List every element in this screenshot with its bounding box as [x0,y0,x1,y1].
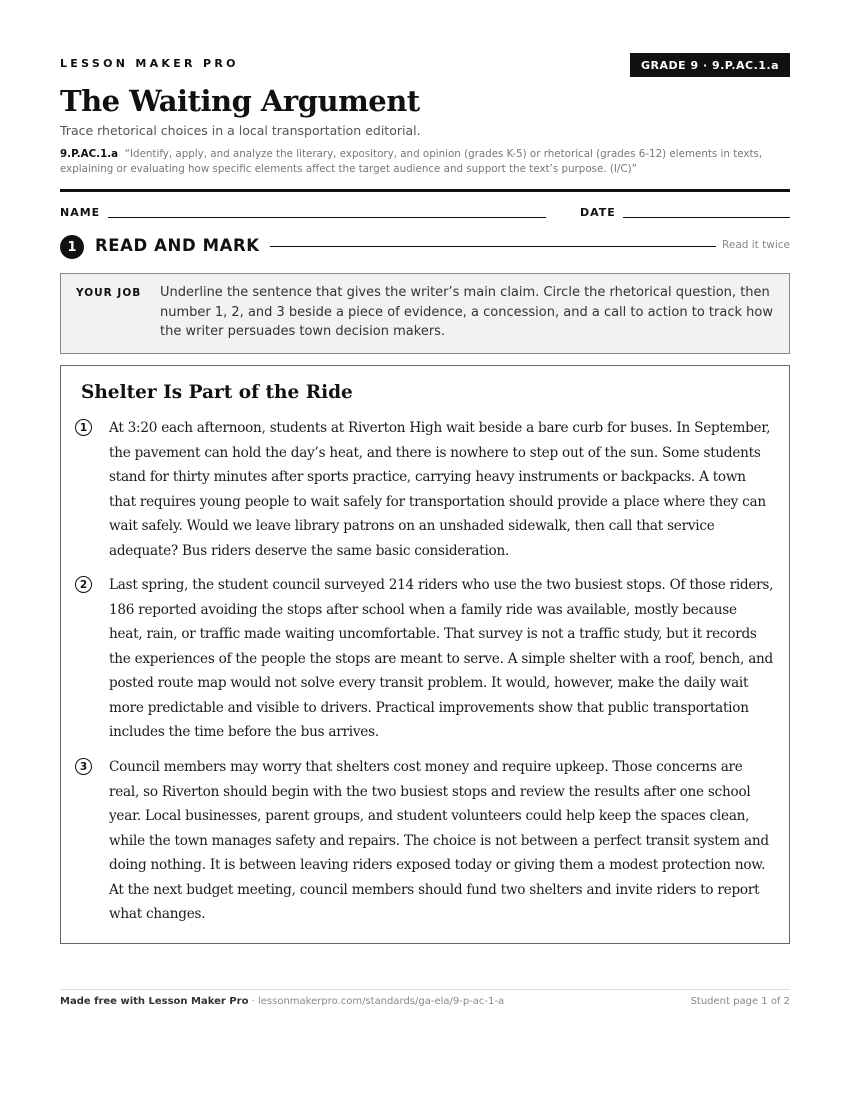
page-indicator: Student page 1 of 2 [690,996,790,1007]
section-note: Read it twice [722,239,790,251]
brand-name: LESSON MAKER PRO [60,57,239,70]
name-field[interactable] [108,217,546,218]
paragraph-number: 2 [75,576,92,593]
paragraph-text: Council members may worry that shelters cost money and require upkeep. Those concerns are real, so Riverton should begin with the two busiest stops and review the results after one school year. Local businesses, parent groups, and student volunteers could help keep the spaces clean, while the town manages safety and repairs. The choice is not between a perfect transit system and doing nothing. It is between leaving riders exposed today or giving them a modest protection now. At the next budget meeting, council members should fund two shelters and invite riders to report what changes. [109,759,769,922]
date-field[interactable] [623,217,790,218]
section-divider [270,246,716,247]
footer-url: · lessonmakerpro.com/standards/ga-ela/9-p-ac-1-a [248,996,505,1007]
page-title: The Waiting Argument [60,84,420,118]
instructions-text: Underline the sentence that gives the writer’s main claim. Circle the rhetorical question, then number 1, 2, and 3 beside a piece of evidence, a concession, and a call to action to track how the writer persuades town decision makers. [160,285,773,339]
standard-description [60,147,795,177]
page-subtitle: Trace rhetorical choices in a local transportation editorial. [60,123,421,138]
instructions-box [60,273,790,354]
paragraph-text: At 3:20 each afternoon, students at Riverton High wait beside a bare curb for buses. In September, the pavement can hold the day’s heat, and there is nowhere to step out of the sun. Some students stand for thirty minutes after sports practice, carrying heavy instruments or backpacks. A town that requires young people to wait safely for transportation should provide a place where they can wait safely. Would we leave library patrons on an unshaded sidewalk, then call that service adequate? Bus riders deserve the same basic consideration. [109,420,771,559]
standard-code: 9.P.AC.1.a [60,148,119,160]
standard-text: “Identify, apply, and analyze the literary, expository, and opinion (grades K-5) or rhetorical (grades 6-12) elements in texts, explaining or evaluating how specific elements affect the target audience and support the text’s purpose. (I/C)” [60,148,763,175]
passage-title: Shelter Is Part of the Ride [81,382,353,403]
paragraph-number: 1 [75,419,92,436]
instructions-label: YOUR JOB [76,287,142,299]
footer-credit [60,996,504,1007]
paragraph-text: Last spring, the student council surveyed 214 riders who use the two busiest stops. Of those riders, 186 reported avoiding the stops after school when a family ride was available, mostly because heat, rain, or traffic made waiting uncomfortable. That survey is not a traffic study, but it records the experiences of the people the stops are meant to serve. A simple shelter with a roof, bench, and posted route map would not solve every transit problem. It would, however, make the daily wait more predictable and visible to drivers. Practical improvements show that public transportation includes the time before the bus arrives. [109,577,774,740]
footer-divider [60,989,790,990]
paragraph-number: 3 [75,758,92,775]
footer-made-with: Made free with Lesson Maker Pro [60,996,249,1007]
section-number-badge: 1 [60,235,84,259]
passage-box [60,365,790,944]
name-label: NAME [60,206,101,219]
grade-badge: GRADE 9 · 9.P.AC.1.a [630,53,790,77]
date-label: DATE [580,206,616,219]
section-title: READ AND MARK [95,236,260,255]
header-divider [60,189,790,192]
